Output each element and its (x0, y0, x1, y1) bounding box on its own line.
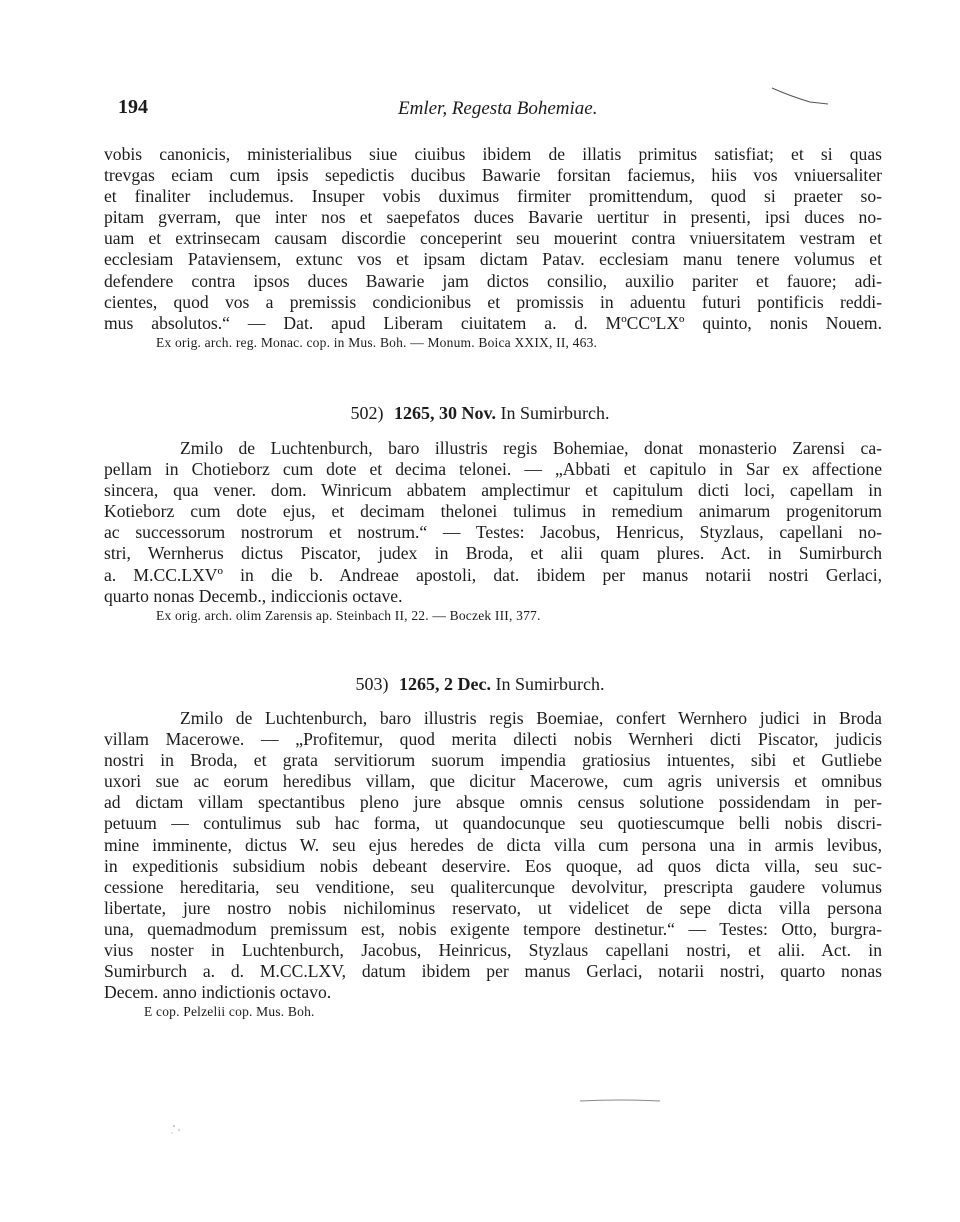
text-line: mus absolutos.“ — Dat. apud Liberam ciuitatem a. d. MºCCºLXº quinto, nonis Nouem. (104, 312, 882, 333)
text-line: trevgas eciam cum ipsis sepedictis ducibus Bawarie forsitan faciemus, hiis vos vniuersaliter (104, 165, 882, 186)
entry-heading-502 (0, 403, 960, 424)
text-line: mine imminente, dictus W. seu ejus heredes de dicta villa cum persona una in armis levibus, (104, 834, 882, 855)
text-line: vius noster in Luchtenburch, Jacobus, Heinricus, Styzlaus capellani nostri, et alii. Act. in (104, 940, 882, 961)
text-line: pellam in Chotieborz cum dote et decima telonei. — „Abbati et capitulo in Sar ex affectione (104, 459, 882, 480)
entry-number: 503) (355, 674, 389, 694)
page-smudge (166, 1118, 188, 1140)
text-line: libertate, jure nostro nobis nichilominus reservato, ut videlicet de sepe dicta villa persona (104, 897, 882, 918)
text-line: nostri in Broda, et grata servitiorum suorum impendia gratiosius intuentes, sibi et Gutliebe (104, 750, 882, 771)
text-line: Zmilo de Luchtenburch, baro illustris regis Bohemiae, donat monasterio Zarensi ca- (180, 438, 882, 458)
pencil-mark (770, 84, 830, 108)
text-line: una, quemadmodum premissum est, nobis exigente tempore destinetur.“ — Testes: Otto, burgra- (104, 918, 882, 939)
text-line: pitam gverram, que inter nos et saepefatos duces Bavarie uertitur in presenti, ipsi duces no- (104, 207, 882, 228)
text-line: stri, Wernherus dictus Piscator, judex in Broda, et alii quam plures. Act. in Sumirburch (104, 543, 882, 564)
text-line: uxori sue ac eorum heredibus villam, que dicitur Macerowe, cum agris universis et omnibus (104, 771, 882, 792)
text-line: uam et extrinsecam causam discordie conceperint seu mouerint contra vniuersitatem vestram et (104, 228, 882, 249)
text-line: sincera, qua vener. dom. Winricum abbatem amplectimur et capitulum dicti loci, capellam in (104, 480, 882, 501)
entry-place: In Sumirburch. (500, 403, 610, 423)
text-line: cessione hereditaria, seu venditione, seu qualitercunque devolvitur, prescripta gaudere volumus (104, 876, 882, 897)
text-line: defendere contra ipsos duces Bawarie jam dictos consilio, auxilio pariter et fauore; adi- (104, 270, 882, 291)
text-line: Sumirburch a. d. M.CC.LXV, datum ibidem per manus Gerlaci, notarii nostri, quarto nonas (104, 961, 882, 982)
text-line: vobis canonicis, ministerialibus siue ciuibus ibidem de illatis primitus satisfiat; et si quas (104, 144, 882, 164)
entry-number: 502) (350, 403, 384, 423)
continuation-text (104, 144, 882, 352)
source-citation: E cop. Pelzelii cop. Mus. Boh. (144, 1004, 315, 1020)
text-line: petuum — contulimus sub hac forma, ut quandocunque seu quotiescumque belli nobis discri- (104, 813, 882, 834)
text-line: ac successorum nostrorum et nostrum.“ — Testes: Jacobus, Henricus, Styzlaus, capellani no- (104, 522, 882, 543)
running-title: Emler, Regesta Bohemiae. (398, 98, 598, 119)
text-line: a. M.CC.LXVº in die b. Andreae apostoli, dat. ibidem per manus notarii nostri Gerlaci, (104, 564, 882, 585)
faint-rule (580, 1098, 660, 1104)
text-line: et finaliter includemus. Insuper vobis duximus firmiter promittendum, quod si praeter so- (104, 186, 882, 207)
entry-text-503 (104, 708, 882, 1021)
entry-text-502 (104, 438, 882, 625)
text-line: ad dictam villam spectantibus pleno jure absque omnis census solutione possidendam in per- (104, 792, 882, 813)
text-line: Zmilo de Luchtenburch, baro illustris regis Boemiae, confert Wernhero judici in Broda (180, 708, 882, 728)
entry-date: 1265, 2 Dec. (399, 674, 491, 694)
text-line: quarto nonas Decemb., indiccionis octave. (104, 585, 403, 606)
text-line: ecclesiam Pataviensem, extunc vos et ipsam dictam Patav. ecclesiam manu tenere volumus et (104, 249, 882, 270)
running-header (118, 96, 878, 126)
text-line: villam Macerowe. — „Profitemur, quod merita dilecti nobis Wernheri dicti Piscator, judicis (104, 729, 882, 750)
entry-place: In Sumirburch. (495, 674, 605, 694)
source-citation: Ex orig. arch. reg. Monac. cop. in Mus. Boh. — Monum. Boica XXIX, II, 463. (156, 334, 598, 350)
source-citation: Ex orig. arch. olim Zarensis ap. Steinbach II, 22. — Boczek III, 377. (156, 607, 541, 623)
text-line: Decem. anno indictionis octavo. (104, 982, 332, 1003)
page-number: 194 (118, 96, 148, 118)
text-line: in expeditionis subsidium nobis debeant deservire. Eos quoque, ad quos dicta villa, seu suc- (104, 855, 882, 876)
text-line: cientes, quod vos a premissis condicionibus et promissis in aduentu futuri pontificis reddi- (104, 291, 882, 312)
entry-heading-503 (0, 674, 960, 695)
entry-date: 1265, 30 Nov. (394, 403, 497, 423)
text-line: Kotieborz cum dote ejus, et decimam thelonei tulimus in remedium animarum progenitorum (104, 501, 882, 522)
